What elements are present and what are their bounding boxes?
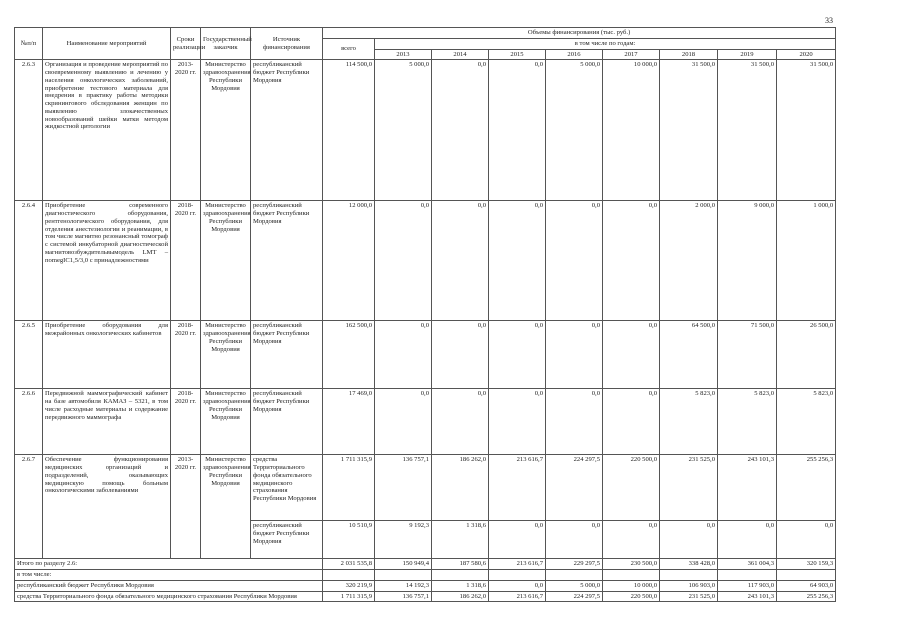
summary-rb-label: республиканский бюджет Республики Мордовия	[15, 580, 323, 591]
summary-year-value: 338 428,0	[660, 559, 718, 570]
row-name: Обеспечение функционирования медицинских организаций и подразделений, оказывающих медицинскую помощь больным онкологическими заболеваниями	[43, 455, 171, 559]
financing-table	[14, 27, 836, 602]
summary-total-label: Итого по разделу 2.6:	[15, 559, 323, 570]
row-year-value: 0,0	[718, 521, 777, 559]
row-customer: Министерство здравоохранения Республики Мордовия	[201, 60, 251, 201]
row-total: 1 711 315,9	[323, 455, 375, 521]
header-customer: Государственный заказчик	[201, 28, 251, 60]
row-customer: Министерство здравоохранения Республики Мордовия	[201, 389, 251, 455]
summary-year-value: 229 297,5	[546, 559, 603, 570]
summary-year-value: 361 004,3	[718, 559, 777, 570]
table-row	[15, 201, 836, 321]
summary-year-value: 213 616,7	[489, 559, 546, 570]
row-customer: Министерство здравоохранения Республики Мордовия	[201, 455, 251, 559]
row-year-value: 0,0	[603, 521, 660, 559]
row-total: 114 500,0	[323, 60, 375, 201]
summary-year-value: 220 500,0	[603, 591, 660, 602]
row-customer: Министерство здравоохранения Республики Мордовия	[201, 201, 251, 321]
row-year-value: 220 500,0	[603, 455, 660, 521]
summary-year-value: 187 580,6	[432, 559, 489, 570]
summary-incl-label: в том числе:	[15, 570, 323, 581]
summary-year-value: 230 500,0	[603, 559, 660, 570]
row-year-value: 0,0	[603, 201, 660, 321]
header-num: №п/п	[15, 28, 43, 60]
row-source: средства Территориального фонда обязательного медицинского страхования Республики Мордовия	[251, 455, 323, 521]
summary-year-value: 5 000,0	[546, 580, 603, 591]
header-year: 2020	[777, 49, 836, 60]
header-name: Наименование мероприятий	[43, 28, 171, 60]
row-year-value: 31 500,0	[718, 60, 777, 201]
row-year-value: 0,0	[546, 321, 603, 389]
row-year-value: 0,0	[603, 321, 660, 389]
row-year-value: 243 101,3	[718, 455, 777, 521]
row-source: республиканский бюджет Республики Мордовия	[251, 321, 323, 389]
summary-year-value: 117 903,0	[718, 580, 777, 591]
row-num: 2.6.4	[15, 201, 43, 321]
summary-year-value: 231 525,0	[660, 591, 718, 602]
row-year-value: 0,0	[489, 201, 546, 321]
summary-year-value: 10 000,0	[603, 580, 660, 591]
row-year-value: 0,0	[489, 60, 546, 201]
row-year-value: 136 757,1	[375, 455, 432, 521]
row-year-value: 224 297,5	[546, 455, 603, 521]
row-year-value: 0,0	[546, 521, 603, 559]
table-row	[15, 389, 836, 455]
header-year: 2016	[546, 49, 603, 60]
row-year-value: 71 500,0	[718, 321, 777, 389]
header-year: 2018	[660, 49, 718, 60]
row-customer: Министерство здравоохранения Республики Мордовия	[201, 321, 251, 389]
summary-year-value: 64 903,0	[777, 580, 836, 591]
row-year-value: 231 525,0	[660, 455, 718, 521]
row-term: 2018-2020 гг.	[171, 321, 201, 389]
header-year: 2017	[603, 49, 660, 60]
row-year-value: 26 500,0	[777, 321, 836, 389]
row-year-value: 0,0	[546, 201, 603, 321]
row-year-value: 0,0	[432, 321, 489, 389]
row-year-value: 0,0	[660, 521, 718, 559]
row-year-value: 213 616,7	[489, 455, 546, 521]
row-year-value: 9 000,0	[718, 201, 777, 321]
header-source: Источник финансирования	[251, 28, 323, 60]
summary-row-incl	[15, 570, 836, 581]
table-row	[15, 321, 836, 389]
row-year-value: 31 500,0	[660, 60, 718, 201]
row-name: Передвижной маммографический кабинет на базе автомобиля КАМАЗ – 5321, в том числе расходные материалы и содержание передвижного маммографа	[43, 389, 171, 455]
row-year-value: 0,0	[432, 60, 489, 201]
row-term: 2013-2020 гг.	[171, 60, 201, 201]
row-year-value: 0,0	[375, 201, 432, 321]
row-total: 12 000,0	[323, 201, 375, 321]
row-year-value: 5 823,0	[660, 389, 718, 455]
row-year-value: 0,0	[603, 389, 660, 455]
row-num: 2.6.3	[15, 60, 43, 201]
summary-row-tfoms	[15, 591, 836, 602]
summary-total: 2 031 535,8	[323, 559, 375, 570]
row-total: 162 500,0	[323, 321, 375, 389]
summary-year-value: 320 159,3	[777, 559, 836, 570]
row-year-value: 0,0	[432, 389, 489, 455]
table-row	[15, 60, 836, 201]
header-year: 2015	[489, 49, 546, 60]
summary-year-value: 1 318,6	[432, 580, 489, 591]
summary-year-value: 106 903,0	[660, 580, 718, 591]
page-number: 33	[825, 16, 833, 25]
row-year-value: 0,0	[375, 321, 432, 389]
summary-year-value: 224 297,5	[546, 591, 603, 602]
table-row	[15, 455, 836, 521]
summary-year-value: 213 616,7	[489, 591, 546, 602]
row-total: 10 510,9	[323, 521, 375, 559]
row-year-value: 0,0	[777, 521, 836, 559]
row-num: 2.6.7	[15, 455, 43, 559]
row-year-value: 5 823,0	[777, 389, 836, 455]
row-term: 2013-2020 гг.	[171, 455, 201, 559]
row-year-value: 0,0	[489, 521, 546, 559]
summary-year-value: 136 757,1	[375, 591, 432, 602]
summary-tfoms-total: 1 711 315,9	[323, 591, 375, 602]
row-term: 2018-2020 гг.	[171, 201, 201, 321]
header-term: Сроки реализации	[171, 28, 201, 60]
row-year-value: 9 192,3	[375, 521, 432, 559]
row-source: республиканский бюджет Республики Мордовия	[251, 521, 323, 559]
row-year-value: 0,0	[375, 389, 432, 455]
summary-year-value: 0,0	[489, 580, 546, 591]
row-source: республиканский бюджет Республики Мордовия	[251, 389, 323, 455]
row-year-value: 31 500,0	[777, 60, 836, 201]
summary-year-value: 243 101,3	[718, 591, 777, 602]
header-year: 2013	[375, 49, 432, 60]
row-year-value: 0,0	[489, 321, 546, 389]
header-total: всего	[323, 38, 375, 60]
row-name: Организация и проведение мероприятий по своевременному выявлению и лечению у населения онкологических заболеваний, приобретение тестового материала для внедрения в практику работы методики скринингового обследования женщин по выявлению злокачественных новообразований шейки матки методом жидкостной цитологии	[43, 60, 171, 201]
summary-row-total	[15, 559, 836, 570]
row-year-value: 1 318,6	[432, 521, 489, 559]
row-num: 2.6.6	[15, 389, 43, 455]
header-volumes: Объемы финансирования (тыс. руб.)	[323, 28, 836, 39]
row-year-value: 2 000,0	[660, 201, 718, 321]
row-source: республиканский бюджет Республики Мордовия	[251, 201, 323, 321]
row-term: 2018-2020 гг.	[171, 389, 201, 455]
header-by-year: в том числе по годам:	[375, 38, 836, 49]
summary-year-value: 150 949,4	[375, 559, 432, 570]
row-year-value: 5 000,0	[375, 60, 432, 201]
row-year-value: 10 000,0	[603, 60, 660, 201]
row-name: Приобретение оборудования для межрайонных онкологических кабинетов	[43, 321, 171, 389]
row-year-value: 186 262,0	[432, 455, 489, 521]
summary-rb-total: 320 219,9	[323, 580, 375, 591]
row-year-value: 64 500,0	[660, 321, 718, 389]
summary-row-rb	[15, 580, 836, 591]
summary-year-value: 14 192,3	[375, 580, 432, 591]
row-year-value: 0,0	[489, 389, 546, 455]
row-year-value: 0,0	[546, 389, 603, 455]
summary-tfoms-label: средства Территориального фонда обязательного медицинского страхования Республики Мордовия	[15, 591, 323, 602]
header-year: 2019	[718, 49, 777, 60]
row-year-value: 5 823,0	[718, 389, 777, 455]
row-year-value: 0,0	[432, 201, 489, 321]
row-source: республиканский бюджет Республики Мордовия	[251, 60, 323, 201]
row-total: 17 469,0	[323, 389, 375, 455]
row-name: Приобретение современного диагностического оборудования, рентгенологического оборудования, для отделения анестезиологии и реанимации, в том числе магнитно резонансный томограф с системой инкубаторной диагностической магнитовозбуждительвымодель LMT – поmegIC1,5/3,0 с принадлежностями	[43, 201, 171, 321]
summary-year-value: 255 256,3	[777, 591, 836, 602]
row-num: 2.6.5	[15, 321, 43, 389]
row-year-value: 1 000,0	[777, 201, 836, 321]
row-year-value: 255 256,3	[777, 455, 836, 521]
summary-year-value: 186 262,0	[432, 591, 489, 602]
header-year: 2014	[432, 49, 489, 60]
row-year-value: 5 000,0	[546, 60, 603, 201]
